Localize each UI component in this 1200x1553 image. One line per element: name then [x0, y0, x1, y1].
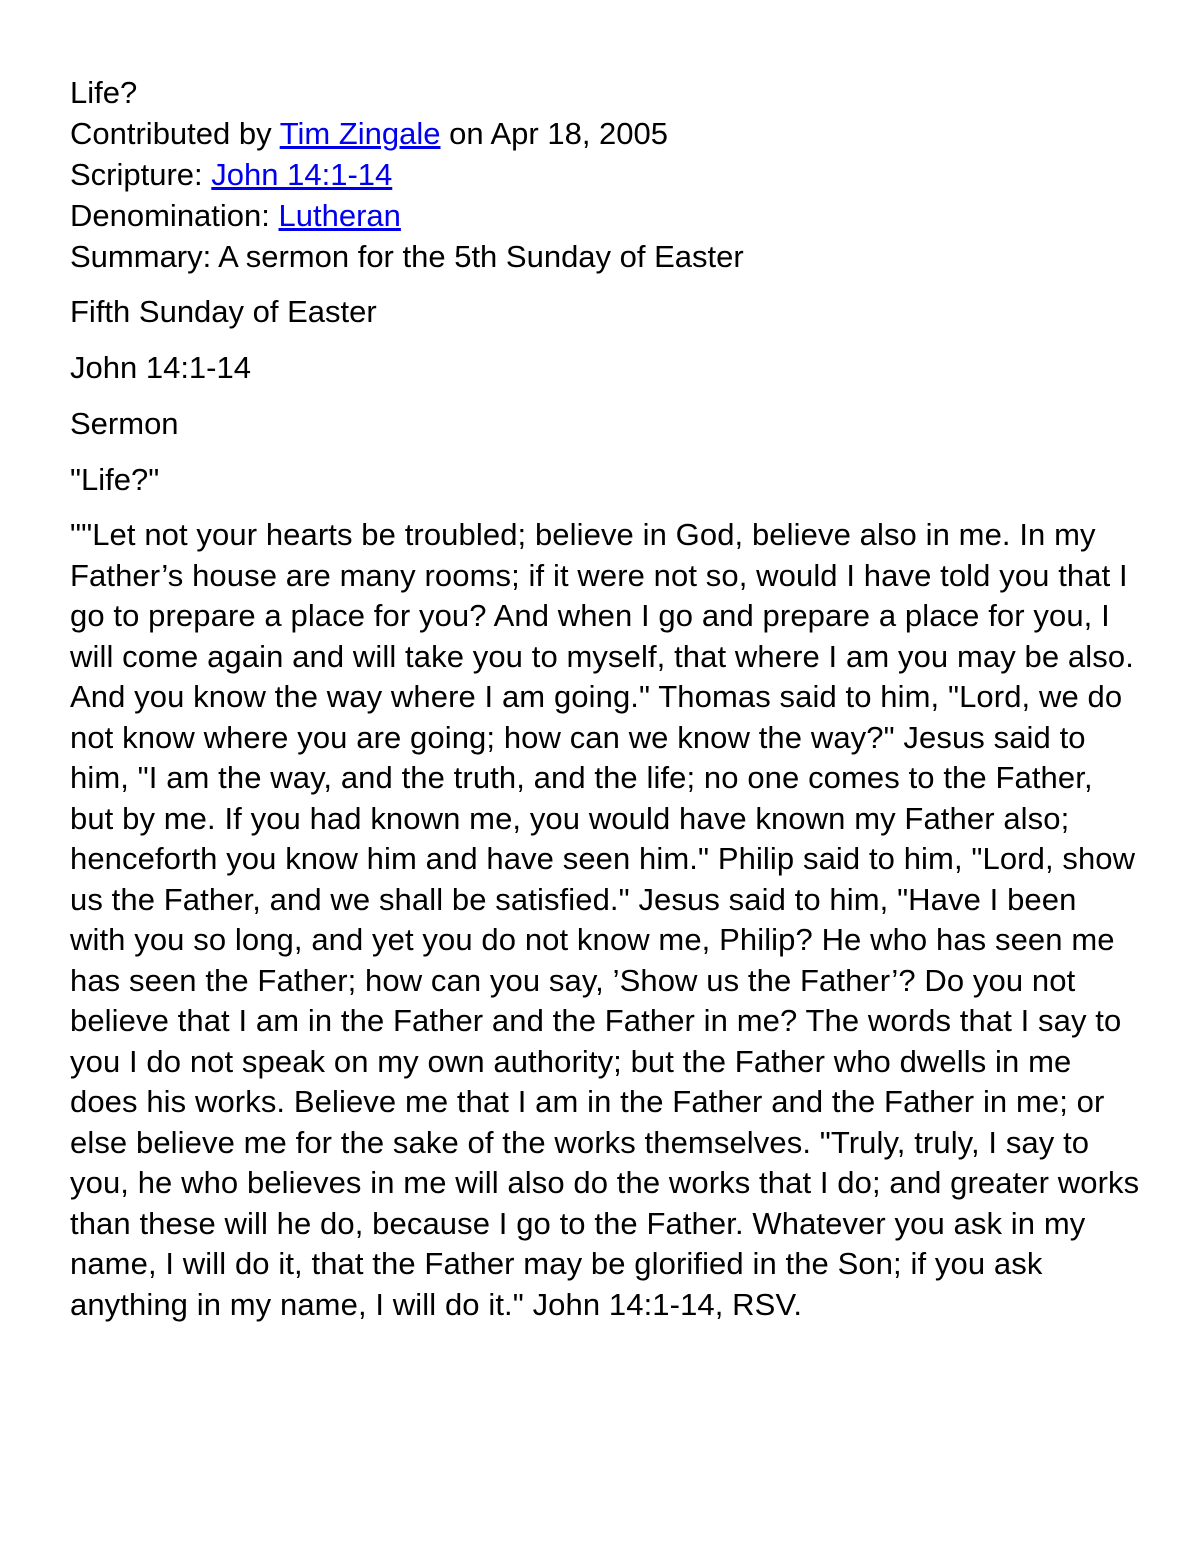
denomination-link[interactable]: Lutheran [278, 198, 401, 233]
scripture-line [70, 154, 1140, 195]
sermon-kind-line: Sermon [70, 406, 179, 441]
occasion-line: Fifth Sunday of Easter [70, 294, 377, 329]
reference-line: John 14:1-14 [70, 350, 251, 385]
sermon-metadata [70, 72, 1140, 277]
scripture-text-paragraph: ""Let not your hearts be troubled; believe in God, believe also in me. In my Father’s house are many rooms; if it were not so, would I have told you that I go to prepare a place for you? And when I go and prepare a place for you, I will come again and will take you to myself, that where I am you may be also. And you know the way where I am going." Thomas said to him, "Lord, we do not know where you are going; how can we know the way?" Jesus said to him, "I am the way, and the truth, and the life; no one comes to the Father, but by me. If you had known me, you would have known my Father also; henceforth you know him and have seen him." Philip said to him, "Lord, show us the Father, and we shall be satisfied." Jesus said to him, "Have I been with you so long, and yet you do not know me, Philip? He who has seen me has seen the Father; how can you say, ’Show us the Father’? Do you not believe that I am in the Father and the Father in me? The words that I say to you I do not speak on my own authority; but the Father who dwells in me does his works. Believe me that I am in the Father and the Father in me; or else believe me for the sake of the works themselves. "Truly, truly, I say to you, he who believes in me will also do the works that I do; and greater works than these will he do, because I go to the Father. Whatever you ask in my name, I will do it, that the Father may be glorified in the Son; if you ask anything in my name, I will do it." John 14:1-14, RSV. [70, 517, 1140, 1322]
contributor-line [70, 113, 1140, 154]
scripture-label: Scripture: [70, 157, 212, 192]
scripture-link[interactable]: John 14:1-14 [211, 157, 393, 192]
author-link[interactable]: Tim Zingale [279, 116, 441, 151]
contributed-prefix: Contributed by [70, 116, 280, 151]
summary-line: Summary: A sermon for the 5th Sunday of Easter [70, 239, 744, 274]
document-title: Life? [70, 75, 138, 110]
denomination-label: Denomination: [70, 198, 279, 233]
sermon-title-line: "Life?" [70, 462, 160, 497]
document-page [70, 72, 1140, 1325]
contributed-date: on Apr 18, 2005 [440, 116, 669, 151]
denomination-line [70, 195, 1140, 236]
